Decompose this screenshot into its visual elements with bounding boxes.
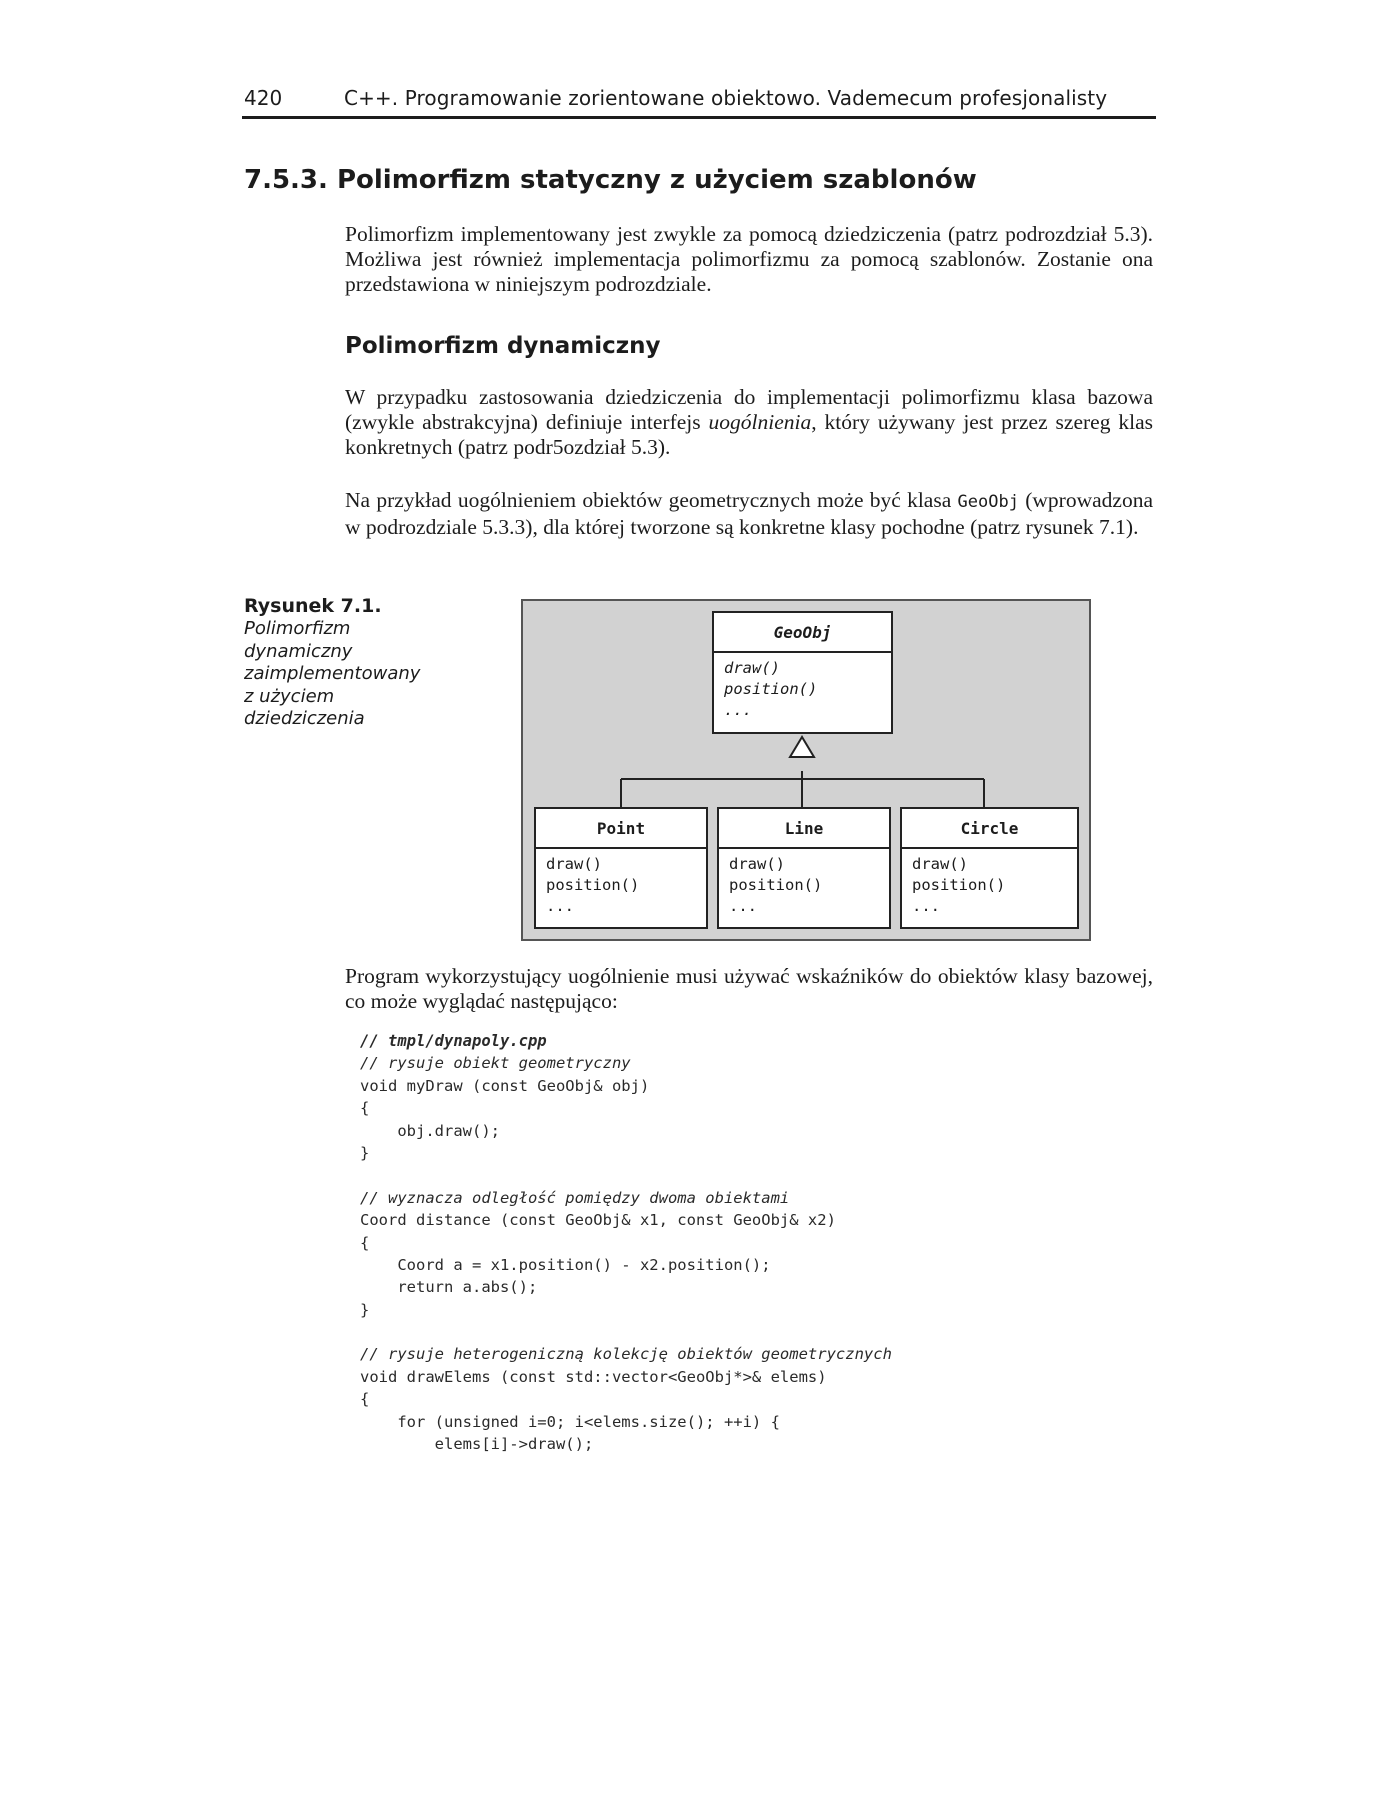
uml-class-circle bbox=[900, 807, 1079, 929]
uml-method: ... bbox=[729, 897, 757, 915]
code-line: { bbox=[360, 1233, 370, 1252]
uml-class-name: Line bbox=[719, 809, 889, 849]
paragraph-program-intro: Program wykorzystujący uogólnienie musi używać wskaźników do obiektów klasy bazowej, co może wyglądać następująco: bbox=[345, 964, 1153, 1013]
paragraph-dynamic-polymorphism bbox=[345, 385, 1153, 460]
code-line: { bbox=[360, 1390, 370, 1409]
uml-class-point bbox=[534, 807, 708, 929]
section-heading: 7.5.3. Polimorfizm statyczny z użyciem szablonów bbox=[244, 165, 977, 195]
paragraph-text: Na przykład uogólnieniem obiektów geometrycznych może być klasa bbox=[345, 488, 958, 512]
uml-class-name: Circle bbox=[902, 809, 1077, 849]
figure-label: Rysunek 7.1. bbox=[244, 595, 382, 617]
uml-class-methods bbox=[536, 849, 706, 922]
uml-method: draw() bbox=[724, 659, 780, 677]
uml-class-line bbox=[717, 807, 891, 929]
code-line bbox=[360, 1321, 892, 1343]
uml-method: draw() bbox=[912, 855, 968, 873]
uml-method: position() bbox=[724, 680, 818, 698]
code-line: } bbox=[360, 1143, 370, 1162]
figure-caption bbox=[244, 594, 434, 731]
uml-method: draw() bbox=[546, 855, 602, 873]
code-line: // tmpl/dynapoly.cpp bbox=[360, 1032, 547, 1050]
code-line: { bbox=[360, 1099, 370, 1118]
paragraph-geoobj-example bbox=[345, 488, 1153, 540]
running-header bbox=[244, 86, 1154, 116]
code-line: Coord distance (const GeoObj& x1, const GeoObj& x2) bbox=[360, 1211, 836, 1230]
uml-class-geoobj bbox=[712, 611, 893, 734]
uml-method: ... bbox=[912, 897, 940, 915]
uml-class-diagram bbox=[521, 599, 1091, 941]
uml-class-name: GeoObj bbox=[714, 613, 891, 653]
code-line: } bbox=[360, 1300, 370, 1319]
paragraph-text: W przypadku zastosowania dziedziczenia do implementacji polimorfizmu klasa bazowa (zwykle abstrakcyjna) definiuje interfejs bbox=[345, 385, 1153, 434]
code-line: return a.abs(); bbox=[360, 1278, 538, 1297]
uml-method: ... bbox=[546, 897, 574, 915]
book-title: C++. Programowanie zorientowane obiektowo. Vademecum profesjonalisty bbox=[344, 86, 1108, 110]
code-line: // rysuje obiekt geometryczny bbox=[360, 1054, 631, 1073]
header-rule bbox=[242, 116, 1156, 119]
code-line bbox=[360, 1164, 892, 1186]
uml-method: draw() bbox=[729, 855, 785, 873]
figure-caption-text: Polimorfizm dynamiczny zaimplementowany z użyciem dziedziczenia bbox=[244, 618, 421, 729]
uml-class-methods bbox=[902, 849, 1077, 922]
inline-code-geoobj: GeoObj bbox=[957, 492, 1019, 512]
uml-method: position() bbox=[912, 876, 1006, 894]
page-number: 420 bbox=[244, 86, 283, 110]
code-line: // rysuje heterogeniczną kolekcję obiektów geometrycznych bbox=[360, 1345, 892, 1364]
uml-class-methods bbox=[719, 849, 889, 922]
paragraph-text: (wprowadzona w podrozdziale 5.3.3), dla której tworzone są konkretne klasy pochodne (patrz rysunek 7.1). bbox=[345, 488, 1153, 539]
intro-paragraph: Polimorfizm implementowany jest zwykle za pomocą dziedziczenia (patrz podrozdział 5.3). Możliwa jest również implementacja polimorfizmu za pomocą szablonów. Zostanie ona przedstawiona w niniejszym podrozdziale. bbox=[345, 222, 1153, 296]
code-line: obj.draw(); bbox=[360, 1121, 500, 1140]
code-line: void myDraw (const GeoObj& obj) bbox=[360, 1076, 650, 1095]
inheritance-arrow-icon bbox=[790, 737, 814, 757]
code-line: // wyznacza odległość pomiędzy dwoma obiektami bbox=[360, 1188, 790, 1207]
code-line: for (unsigned i=0; i<elems.size(); ++i) { bbox=[360, 1412, 780, 1431]
code-listing bbox=[360, 1030, 892, 1455]
uml-class-name: Point bbox=[536, 809, 706, 849]
uml-method: position() bbox=[729, 876, 823, 894]
code-line: void drawElems (const std::vector<GeoObj*>& elems) bbox=[360, 1367, 827, 1386]
code-line: elems[i]->draw(); bbox=[360, 1435, 594, 1454]
uml-method: position() bbox=[546, 876, 640, 894]
uml-class-methods bbox=[714, 653, 891, 726]
subsection-heading: Polimorfizm dynamiczny bbox=[345, 333, 661, 359]
uml-method: ... bbox=[724, 701, 752, 719]
emphasized-term: uogólnienia bbox=[708, 410, 812, 434]
paragraph-text: , który używany jest przez szereg klas konkretnych (patrz podr5ozdział 5.3). bbox=[345, 410, 1153, 459]
code-line: Coord a = x1.position() - x2.position(); bbox=[360, 1255, 771, 1274]
